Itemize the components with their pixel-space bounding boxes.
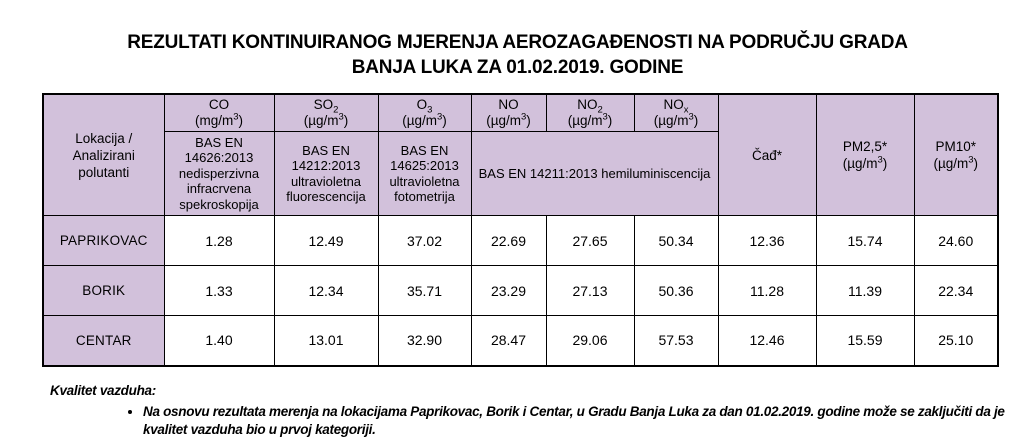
value-cell-so2: 12.34 [274, 266, 378, 316]
value-cell-nox: 50.36 [634, 266, 718, 316]
pollutant-unit [382, 113, 468, 129]
value-cell-so2: 12.49 [274, 216, 378, 266]
value-cell-pm10: 24.60 [914, 216, 998, 266]
location-cell: PAPRIKOVAC [43, 216, 164, 266]
pollutant-header-co [164, 94, 274, 132]
page-title-line1: REZULTATI KONTINUIRANOG MJERENJA AEROZAGAĐENOSTI NA PODRUČJU GRADA [127, 32, 908, 53]
unit-close: ) [526, 113, 531, 128]
unit-text: (µg/m [567, 113, 603, 128]
pollutant-unit [550, 113, 631, 129]
unit-text: (µg/m [303, 113, 339, 128]
pollutant-name [475, 97, 543, 113]
pollutant-name [382, 97, 468, 116]
unit-text: (µg/m [933, 156, 969, 171]
unit-superscript: 3 [520, 111, 527, 123]
unit-close: ) [238, 113, 244, 128]
value-cell-o3: 32.90 [378, 316, 471, 366]
unit-close: ) [343, 113, 349, 128]
air-quality-list [50, 403, 1035, 439]
value-cell-cadj: 11.28 [718, 266, 816, 316]
column-unit [918, 155, 995, 172]
value-cell-co: 1.28 [164, 216, 274, 266]
unit-superscript: 3 [688, 111, 694, 123]
pollutant-header-so2 [274, 94, 378, 132]
location-cell: CENTAR [43, 316, 164, 366]
pollutant-symbol: CO [208, 97, 230, 112]
column-name: Čađ* [751, 147, 783, 163]
pollutant-unit [638, 113, 715, 129]
pollutant-subscript: 2 [333, 104, 339, 116]
pollutant-symbol: NO [498, 97, 519, 112]
table-row-borik [43, 266, 998, 316]
method-cell-o3: BAS EN 14625:2013 ultravioletna fotometrija [378, 132, 471, 216]
unit-text: (µg/m [842, 156, 878, 171]
value-cell-o3: 37.02 [378, 216, 471, 266]
header-cell-pm10 [914, 94, 998, 216]
air-quality-footer [50, 382, 1035, 439]
air-quality-bullet: • Na osnovu rezultata merenja na lokacijama Paprikovac, Borik i Centar, u Gradu Banja Luka za dan 01.02.2019. godine može se zaključiti da je kvalitet vazduha bio u prvoj kategoriji. [143, 403, 1023, 439]
pollutant-header-no [471, 94, 546, 132]
unit-superscript: 3 [338, 111, 344, 123]
value-cell-no2: 27.13 [546, 266, 634, 316]
results-table [42, 93, 999, 367]
pollutant-symbol: O [416, 97, 428, 112]
value-cell-pm10: 22.34 [914, 266, 998, 316]
pollutant-header-nox [634, 94, 718, 132]
unit-superscript: 3 [877, 154, 883, 166]
pollutant-symbol: SO [313, 97, 334, 112]
unit-close: ) [693, 113, 699, 128]
unit-text: (mg/m [194, 113, 234, 128]
table-row-paprikovac [43, 216, 998, 266]
pollutant-name [550, 97, 631, 116]
value-cell-co: 1.33 [164, 266, 274, 316]
method-cell-nox-group: BAS EN 14211:2013 hemiluminiscencija [471, 132, 718, 216]
pollutant-unit [278, 113, 375, 129]
unit-text: (µg/m [402, 113, 437, 128]
table-row-centar [43, 316, 998, 366]
value-cell-nox: 50.34 [634, 216, 718, 266]
location-cell: BORIK [43, 266, 164, 316]
page-title [35, 30, 1000, 80]
pollutant-unit [475, 113, 543, 129]
value-cell-pm25: 11.39 [816, 266, 914, 316]
unit-superscript: 3 [968, 154, 974, 166]
pollutant-name [168, 97, 271, 113]
unit-close: ) [442, 113, 447, 128]
unit-text: (µg/m [486, 113, 521, 128]
value-cell-o3: 35.71 [378, 266, 471, 316]
column-name: PM10* [935, 139, 977, 154]
air-quality-heading: Kvalitet vazduha: [50, 382, 156, 398]
unit-close: ) [973, 156, 979, 171]
value-cell-pm25: 15.59 [816, 316, 914, 366]
unit-superscript: 3 [436, 111, 443, 123]
value-cell-no: 28.47 [471, 316, 546, 366]
column-name: PM2,5* [842, 139, 888, 154]
pollutant-subscript: 2 [597, 104, 603, 116]
pollutant-header-o3 [378, 94, 471, 132]
pollutant-symbol: NO [663, 97, 684, 112]
pollutant-unit [168, 113, 271, 129]
header-cell-pm25 [816, 94, 914, 216]
unit-close: ) [882, 156, 888, 171]
unit-text: (µg/m [653, 113, 689, 128]
unit-superscript: 3 [602, 111, 608, 123]
pollutant-name [638, 97, 715, 116]
value-cell-cadj: 12.46 [718, 316, 816, 366]
method-cell-so2: BAS EN 14212:2013 ultravioletna fluorescencija [274, 132, 378, 216]
value-cell-no: 23.29 [471, 266, 546, 316]
method-cell-co: BAS EN 14626:2013 nedisperzivna infracrvena spekroskopija [164, 132, 274, 216]
value-cell-no: 22.69 [471, 216, 546, 266]
unit-superscript: 3 [233, 111, 239, 123]
pollutant-name [278, 97, 375, 116]
pollutant-subscript: 3 [427, 104, 433, 116]
corner-header-cell: Lokacija / Analizirani polutanti [43, 94, 164, 216]
value-cell-pm10: 25.10 [914, 316, 998, 366]
page-title-line2: BANJA LUKA ZA 01.02.2019. GODINE [351, 57, 684, 78]
value-cell-cadj: 12.36 [718, 216, 816, 266]
value-cell-no2: 27.65 [546, 216, 634, 266]
value-cell-so2: 13.01 [274, 316, 378, 366]
pollutant-symbol: NO [577, 97, 598, 112]
header-cell-cadj [718, 94, 816, 216]
value-cell-pm25: 15.74 [816, 216, 914, 266]
unit-close: ) [607, 113, 613, 128]
pollutant-header-no2 [546, 94, 634, 132]
value-cell-co: 1.40 [164, 316, 274, 366]
column-unit [820, 155, 911, 172]
pollutant-subscript: x [683, 104, 689, 116]
value-cell-no2: 29.06 [546, 316, 634, 366]
value-cell-nox: 57.53 [634, 316, 718, 366]
